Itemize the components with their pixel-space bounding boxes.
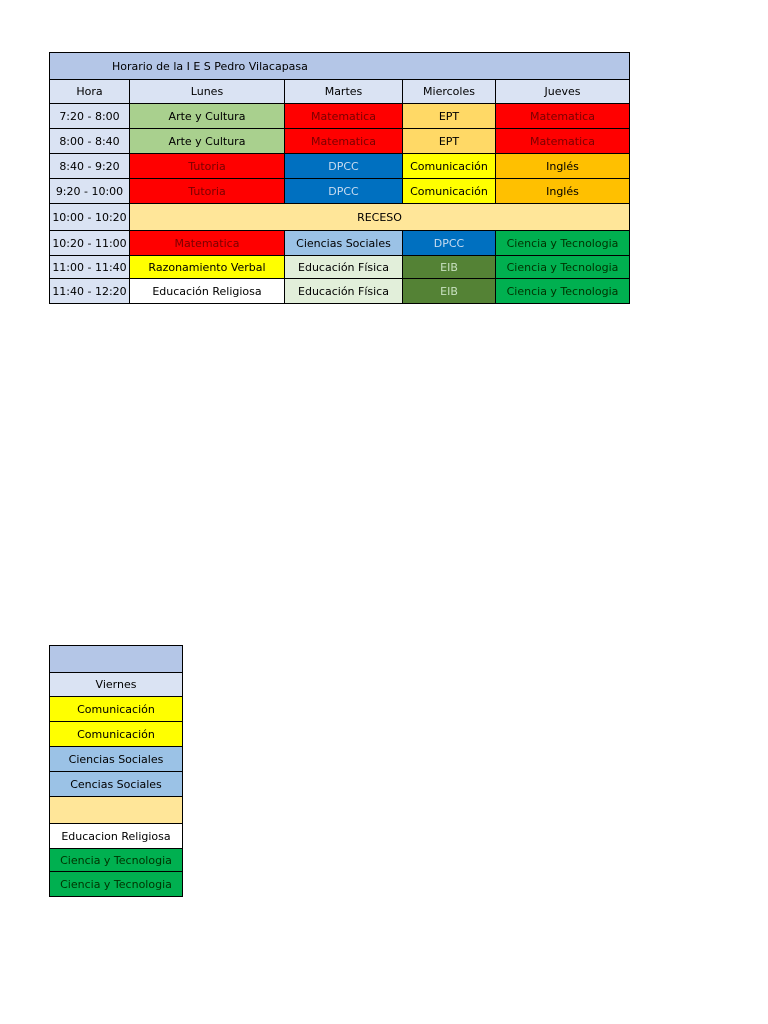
time-cell: 11:40 - 12:20: [50, 279, 130, 304]
table-row: [50, 747, 183, 772]
subject-cell: Comunicación: [403, 179, 496, 204]
subject-cell: Matematica: [130, 231, 285, 256]
subject-cell: EIB: [403, 279, 496, 304]
subject-cell: Inglés: [496, 179, 630, 204]
schedule-table: [49, 52, 630, 304]
subject-cell: Tutoria: [130, 179, 285, 204]
subject-cell: Tutoria: [130, 154, 285, 179]
subject-cell: Ciencia y Tecnologia: [496, 231, 630, 256]
subject-cell: Arte y Cultura: [130, 129, 285, 154]
header-miercoles: Miercoles: [403, 80, 496, 104]
subject-cell: Inglés: [496, 154, 630, 179]
time-cell: 7:20 - 8:00: [50, 104, 130, 129]
table-row: [50, 849, 183, 872]
header-jueves: Jueves: [496, 80, 630, 104]
table-row: [50, 872, 183, 897]
header-hora: Hora: [50, 80, 130, 104]
subject-cell: Ciencia y Tecnologia: [496, 279, 630, 304]
friday-subject-cell: Ciencia y Tecnologia: [50, 849, 183, 872]
friday-subject-cell: [50, 797, 183, 824]
friday-subject-cell: Educacion Religiosa: [50, 824, 183, 849]
table-row: [50, 772, 183, 797]
friday-subject-cell: Comunicación: [50, 722, 183, 747]
subject-cell: Ciencia y Tecnologia: [496, 256, 630, 279]
table-row: [50, 179, 630, 204]
subject-cell: Educación Física: [285, 256, 403, 279]
subject-cell: Matematica: [496, 129, 630, 154]
subject-cell: Arte y Cultura: [130, 104, 285, 129]
table-row: [50, 256, 630, 279]
friday-subject-cell: Ciencia y Tecnologia: [50, 872, 183, 897]
time-cell: 9:20 - 10:00: [50, 179, 130, 204]
recess-cell: RECESO: [130, 204, 630, 231]
subject-cell: Matematica: [285, 104, 403, 129]
subject-cell: EIB: [403, 256, 496, 279]
friday-subject-cell: Ciencias Sociales: [50, 747, 183, 772]
subject-cell: Matematica: [285, 129, 403, 154]
schedule-title: Horario de la I E S Pedro Vilacapasa: [50, 53, 630, 80]
subject-cell: DPCC: [285, 154, 403, 179]
subject-cell: Educación Religiosa: [130, 279, 285, 304]
subject-cell: Matematica: [496, 104, 630, 129]
time-cell: 11:00 - 11:40: [50, 256, 130, 279]
subject-cell: Educación Física: [285, 279, 403, 304]
subject-cell: Comunicación: [403, 154, 496, 179]
subject-cell: EPT: [403, 104, 496, 129]
table-row: [50, 154, 630, 179]
subject-cell: DPCC: [403, 231, 496, 256]
subject-cell: Ciencias Sociales: [285, 231, 403, 256]
friday-title-blank: [50, 646, 183, 673]
subject-cell: Razonamiento Verbal: [130, 256, 285, 279]
table-row: [50, 279, 630, 304]
recess-row: [50, 204, 630, 231]
friday-subject-cell: Comunicación: [50, 697, 183, 722]
friday-table: [49, 645, 183, 897]
subject-cell: EPT: [403, 129, 496, 154]
header-viernes: Viernes: [50, 673, 183, 697]
friday-subject-cell: Cencias Sociales: [50, 772, 183, 797]
header-martes: Martes: [285, 80, 403, 104]
subject-cell: DPCC: [285, 179, 403, 204]
table-row: [50, 697, 183, 722]
header-lunes: Lunes: [130, 80, 285, 104]
table-row: [50, 824, 183, 849]
table-row: [50, 129, 630, 154]
table-row: [50, 722, 183, 747]
recess-time-cell: 10:00 - 10:20: [50, 204, 130, 231]
time-cell: 8:40 - 9:20: [50, 154, 130, 179]
table-row: [50, 104, 630, 129]
table-row: [50, 231, 630, 256]
table-row: [50, 797, 183, 824]
time-cell: 10:20 - 11:00: [50, 231, 130, 256]
time-cell: 8:00 - 8:40: [50, 129, 130, 154]
